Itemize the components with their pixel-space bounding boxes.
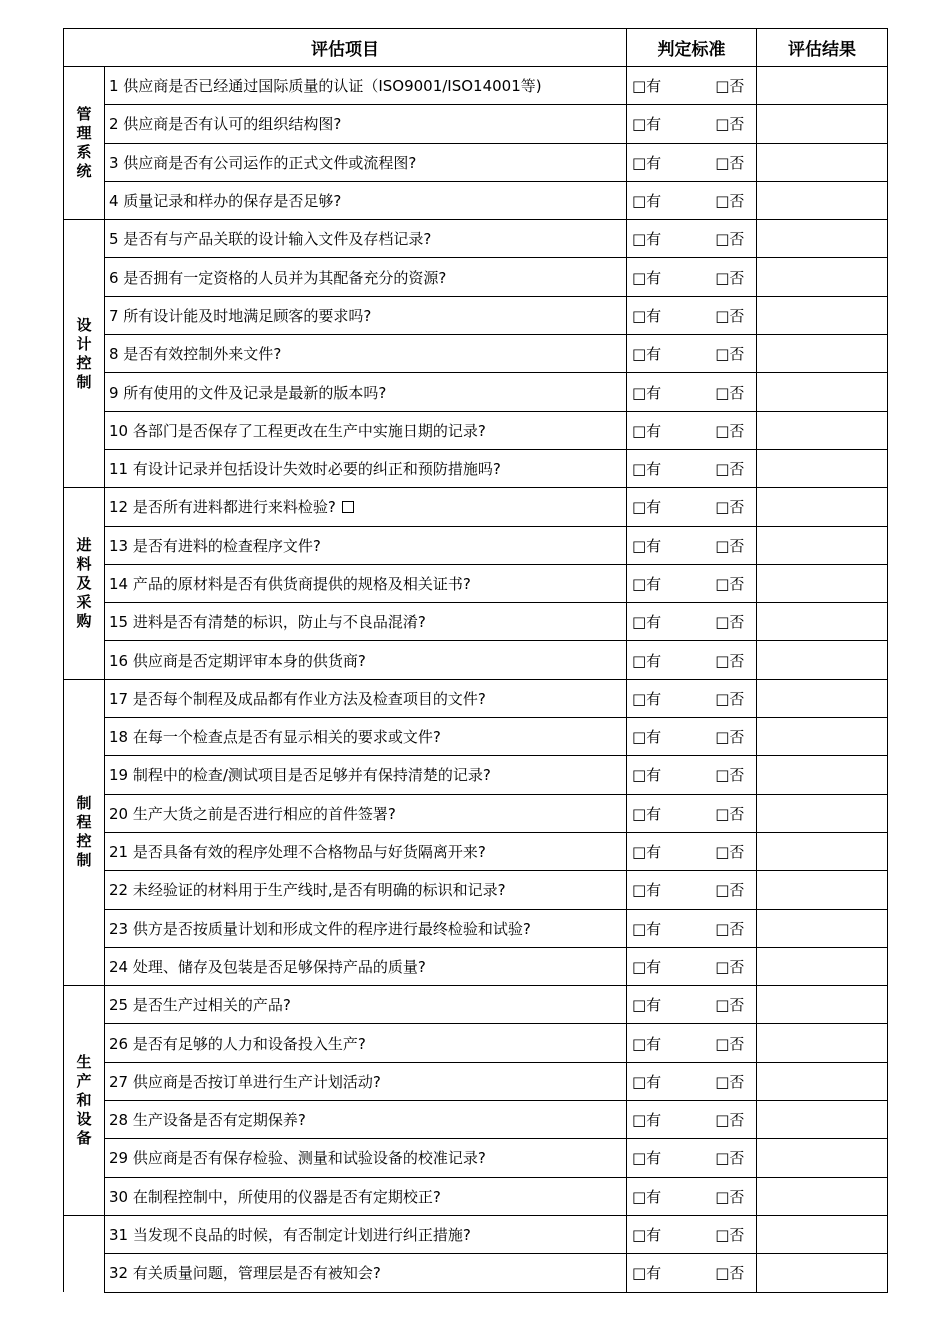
table-row	[64, 411, 888, 449]
no-checkbox[interactable]: □否	[715, 1149, 745, 1168]
yes-checkbox[interactable]: □有	[632, 115, 662, 134]
table-row	[64, 488, 888, 526]
result-cell[interactable]	[757, 756, 888, 794]
no-checkbox[interactable]: □否	[715, 115, 745, 134]
no-checkbox[interactable]: □否	[715, 306, 745, 325]
item-text: 23 供方是否按质量计划和形成文件的程序进行最终检验和试验?	[109, 919, 531, 938]
item-cell	[105, 411, 627, 449]
item-cell	[105, 220, 627, 258]
result-cell[interactable]	[757, 488, 888, 526]
result-cell[interactable]	[757, 679, 888, 717]
no-checkbox[interactable]: □否	[715, 536, 745, 555]
table-row	[64, 1139, 888, 1177]
yes-checkbox[interactable]: □有	[632, 1034, 662, 1053]
criteria-cell	[627, 105, 757, 143]
item-cell	[105, 1024, 627, 1062]
result-cell[interactable]	[757, 641, 888, 679]
no-checkbox[interactable]: □否	[715, 1226, 745, 1245]
item-text: 19 制程中的检查/测试项目是否足够并有保持清楚的记录?	[109, 766, 491, 785]
yes-checkbox[interactable]: □有	[632, 1111, 662, 1130]
criteria-cell	[627, 718, 757, 756]
item-text: 4 质量记录和样办的保存是否足够?	[109, 192, 342, 211]
criteria-cell	[627, 1101, 757, 1139]
criteria-cell	[627, 871, 757, 909]
evaluation-table	[63, 28, 888, 1293]
yes-checkbox[interactable]: □有	[632, 575, 662, 593]
table-row	[64, 258, 888, 296]
item-cell	[105, 718, 627, 756]
result-cell[interactable]	[757, 909, 888, 947]
yes-checkbox[interactable]: □有	[632, 498, 662, 517]
item-text: 6 是否拥有一定资格的人员并为其配备充分的资源?	[109, 268, 447, 287]
table-row	[64, 1254, 888, 1292]
item-text: 27 供应商是否按订单进行生产计划活动?	[109, 1072, 381, 1091]
yes-checkbox[interactable]: □有	[632, 1187, 662, 1206]
result-cell[interactable]	[757, 718, 888, 756]
table-row	[64, 603, 888, 641]
item-text: 25 是否生产过相关的产品?	[109, 996, 291, 1015]
result-cell[interactable]	[757, 1215, 888, 1253]
result-cell[interactable]	[757, 986, 888, 1024]
item-text: 18 在每一个检查点是否有显示相关的要求或文件?	[109, 728, 441, 747]
result-cell[interactable]	[757, 296, 888, 334]
no-checkbox[interactable]: □否	[715, 460, 745, 479]
yes-checkbox[interactable]: □有	[632, 766, 662, 785]
criteria-cell	[627, 258, 757, 296]
item-text: 26 是否有足够的人力和设备投入生产?	[109, 1034, 366, 1053]
yes-checkbox[interactable]: □有	[632, 881, 662, 900]
result-cell[interactable]	[757, 411, 888, 449]
item-text: 10 各部门是否保存了工程更改在生产中实施日期的记录?	[109, 421, 486, 440]
item-cell	[105, 373, 627, 411]
table-row	[64, 794, 888, 832]
yes-checkbox[interactable]: □有	[632, 536, 662, 555]
criteria-cell	[627, 603, 757, 641]
result-cell[interactable]	[757, 1254, 888, 1292]
item-text: 31 当发现不良品的时候，有否制定计划进行纠正措施?	[109, 1226, 471, 1245]
result-cell[interactable]	[757, 1139, 888, 1177]
no-checkbox[interactable]: □否	[715, 383, 745, 402]
no-checkbox[interactable]: □否	[715, 1187, 745, 1206]
table-row	[64, 1024, 888, 1062]
no-checkbox[interactable]: □否	[715, 1111, 745, 1130]
yes-checkbox[interactable]: □有	[632, 804, 662, 823]
section-label	[64, 679, 105, 985]
table-row	[64, 986, 888, 1024]
result-cell[interactable]	[757, 794, 888, 832]
item-cell	[105, 947, 627, 985]
section-label	[64, 67, 105, 220]
item-text: 2 供应商是否有认可的组织结构图?	[109, 115, 342, 134]
yes-checkbox[interactable]: □有	[632, 345, 662, 364]
section-label	[64, 220, 105, 488]
section-label-text: 设计控制	[76, 315, 92, 391]
table-row	[64, 832, 888, 870]
table-row	[64, 373, 888, 411]
table-row	[64, 1101, 888, 1139]
yes-checkbox[interactable]: □有	[632, 957, 662, 976]
item-text: 30 在制程控制中，所使用的仪器是否有定期校正?	[109, 1187, 441, 1206]
item-cell	[105, 641, 627, 679]
item-cell	[105, 756, 627, 794]
yes-checkbox[interactable]: □有	[632, 268, 662, 287]
criteria-cell	[627, 1215, 757, 1253]
item-text: 17 是否每个制程及成品都有作业方法及检查项目的文件?	[109, 689, 486, 708]
criteria-cell	[627, 220, 757, 258]
yes-checkbox[interactable]: □有	[632, 460, 662, 479]
table-row	[64, 756, 888, 794]
item-cell	[105, 564, 627, 602]
no-checkbox[interactable]: □否	[715, 268, 745, 287]
no-checkbox[interactable]: □否	[715, 651, 745, 670]
table-row	[64, 1215, 888, 1253]
header-result: 评估结果	[757, 29, 888, 67]
item-cell	[105, 679, 627, 717]
criteria-cell	[627, 794, 757, 832]
item-text: 7 所有设计能及时地满足顾客的要求吗?	[109, 306, 372, 325]
table-row	[64, 67, 888, 105]
yes-checkbox[interactable]: □有	[632, 192, 662, 211]
table-row	[64, 909, 888, 947]
table-row	[64, 449, 888, 487]
no-checkbox[interactable]: □否	[715, 77, 745, 96]
no-checkbox[interactable]: □否	[715, 728, 745, 747]
result-cell[interactable]	[757, 181, 888, 219]
no-checkbox[interactable]: □否	[715, 192, 745, 211]
table-row	[64, 181, 888, 219]
result-cell[interactable]	[757, 526, 888, 564]
item-text: 29 供应商是否有保存检验、测量和试验设备的校准记录?	[109, 1149, 486, 1168]
result-cell[interactable]	[757, 1101, 888, 1139]
section-label-text: 制程控制	[76, 794, 92, 870]
criteria-cell	[627, 373, 757, 411]
item-cell	[105, 909, 627, 947]
criteria-cell	[627, 143, 757, 181]
item-text: 3 供应商是否有公司运作的正式文件或流程图?	[109, 153, 417, 172]
criteria-cell	[627, 67, 757, 105]
item-cell	[105, 449, 627, 487]
item-text: 15 进料是否有清楚的标识，防止与不良品混淆?	[109, 613, 426, 632]
yes-checkbox[interactable]: □有	[632, 728, 662, 747]
section-label	[64, 986, 105, 1216]
criteria-cell	[627, 296, 757, 334]
criteria-cell	[627, 1139, 757, 1177]
criteria-cell	[627, 986, 757, 1024]
no-checkbox[interactable]: □否	[715, 996, 745, 1015]
yes-checkbox[interactable]: □有	[632, 689, 662, 708]
criteria-cell	[627, 679, 757, 717]
item-cell	[105, 1215, 627, 1253]
result-cell[interactable]	[757, 832, 888, 870]
table-row	[64, 679, 888, 717]
table-row	[64, 296, 888, 334]
item-text: 32 有关质量问题，管理层是否有被知会?	[109, 1264, 381, 1283]
criteria-cell	[627, 832, 757, 870]
section-label-text: 管理系统	[76, 105, 92, 181]
item-text: 9 所有使用的文件及记录是最新的版本吗?	[109, 383, 387, 402]
result-cell[interactable]	[757, 220, 888, 258]
table-row	[64, 718, 888, 756]
no-checkbox[interactable]: □否	[715, 230, 745, 249]
result-cell[interactable]	[757, 564, 888, 602]
item-cell	[105, 1062, 627, 1100]
criteria-cell	[627, 641, 757, 679]
yes-checkbox[interactable]: □有	[632, 996, 662, 1015]
result-cell[interactable]	[757, 1062, 888, 1100]
no-checkbox[interactable]: □否	[715, 919, 745, 938]
item-cell	[105, 832, 627, 870]
no-checkbox[interactable]: □否	[715, 957, 745, 976]
result-cell[interactable]	[757, 603, 888, 641]
yes-checkbox[interactable]: □有	[632, 383, 662, 402]
yes-checkbox[interactable]: □有	[632, 843, 662, 862]
table-row	[64, 143, 888, 181]
no-checkbox[interactable]: □否	[715, 498, 745, 517]
no-checkbox[interactable]: □否	[715, 881, 745, 900]
checkbox-icon[interactable]	[342, 501, 354, 513]
item-cell	[105, 871, 627, 909]
no-checkbox[interactable]: □否	[715, 1264, 745, 1283]
result-cell[interactable]	[757, 871, 888, 909]
no-checkbox[interactable]: □否	[715, 804, 745, 823]
item-cell	[105, 986, 627, 1024]
section-label-text: 生产和设备	[76, 1053, 92, 1148]
result-cell[interactable]	[757, 1177, 888, 1215]
no-checkbox[interactable]: □否	[715, 421, 745, 440]
criteria-cell	[627, 488, 757, 526]
header-item: 评估项目	[64, 29, 627, 67]
item-text: 16 供应商是否定期评审本身的供货商?	[109, 651, 366, 670]
item-cell	[105, 105, 627, 143]
no-checkbox[interactable]: □否	[715, 613, 745, 632]
section-label	[64, 1215, 105, 1292]
result-cell[interactable]	[757, 258, 888, 296]
item-text: 14 产品的原材料是否有供货商提供的规格及相关证书?	[109, 575, 471, 593]
item-text: 24 处理、储存及包装是否足够保持产品的质量?	[109, 957, 426, 976]
criteria-cell	[627, 449, 757, 487]
table-row	[64, 1177, 888, 1215]
item-text: 8 是否有效控制外来文件?	[109, 345, 282, 364]
item-cell	[105, 526, 627, 564]
item-text: 20 生产大货之前是否进行相应的首件签署?	[109, 804, 396, 823]
no-checkbox[interactable]: □否	[715, 1072, 745, 1091]
criteria-cell	[627, 909, 757, 947]
yes-checkbox[interactable]: □有	[632, 77, 662, 96]
result-cell[interactable]	[757, 947, 888, 985]
yes-checkbox[interactable]: □有	[632, 1072, 662, 1091]
result-cell[interactable]	[757, 449, 888, 487]
item-cell	[105, 1177, 627, 1215]
result-cell[interactable]	[757, 143, 888, 181]
yes-checkbox[interactable]: □有	[632, 421, 662, 440]
item-text: 11 有设计记录并包括设计失效时必要的纠正和预防措施吗?	[109, 460, 501, 479]
header-criteria: 判定标准	[627, 29, 757, 67]
criteria-cell	[627, 1062, 757, 1100]
criteria-cell	[627, 1177, 757, 1215]
item-cell	[105, 794, 627, 832]
yes-checkbox[interactable]: □有	[632, 153, 662, 172]
item-text: 12 是否所有进料都进行来料检验?	[109, 498, 336, 517]
criteria-cell	[627, 564, 757, 602]
yes-checkbox[interactable]: □有	[632, 613, 662, 632]
table-row	[64, 105, 888, 143]
yes-checkbox[interactable]: □有	[632, 651, 662, 670]
table-row	[64, 871, 888, 909]
criteria-cell	[627, 756, 757, 794]
item-text: 1 供应商是否已经通过国际质量的认证（ISO9001/ISO14001等)	[109, 77, 542, 96]
header-row	[64, 29, 888, 67]
no-checkbox[interactable]: □否	[715, 1034, 745, 1053]
yes-checkbox[interactable]: □有	[632, 1149, 662, 1168]
item-cell	[105, 181, 627, 219]
result-cell[interactable]	[757, 67, 888, 105]
yes-checkbox[interactable]: □有	[632, 306, 662, 325]
item-cell	[105, 603, 627, 641]
table-row	[64, 641, 888, 679]
criteria-cell	[627, 947, 757, 985]
item-cell	[105, 143, 627, 181]
criteria-cell	[627, 526, 757, 564]
item-text: 21 是否具备有效的程序处理不合格物品与好货隔离开来?	[109, 843, 486, 862]
table-row	[64, 526, 888, 564]
result-cell[interactable]	[757, 1024, 888, 1062]
section-label-text: 进料及采购	[76, 536, 92, 630]
yes-checkbox[interactable]: □有	[632, 230, 662, 249]
no-checkbox[interactable]: □否	[715, 153, 745, 172]
criteria-cell	[627, 1254, 757, 1292]
criteria-cell	[627, 335, 757, 373]
yes-checkbox[interactable]: □有	[632, 919, 662, 938]
item-text: 5 是否有与产品关联的设计输入文件及存档记录?	[109, 230, 432, 249]
yes-checkbox[interactable]: □有	[632, 1226, 662, 1245]
item-cell	[105, 1101, 627, 1139]
no-checkbox[interactable]: □否	[715, 575, 745, 593]
item-cell	[105, 67, 627, 105]
table-row	[64, 564, 888, 602]
no-checkbox[interactable]: □否	[715, 843, 745, 862]
table-row	[64, 947, 888, 985]
item-cell	[105, 1139, 627, 1177]
result-cell[interactable]	[757, 105, 888, 143]
item-text: 28 生产设备是否有定期保养?	[109, 1111, 306, 1130]
table-row	[64, 1062, 888, 1100]
criteria-cell	[627, 411, 757, 449]
result-cell[interactable]	[757, 335, 888, 373]
no-checkbox[interactable]: □否	[715, 689, 745, 708]
criteria-cell	[627, 181, 757, 219]
table-row	[64, 335, 888, 373]
item-text: 22 未经验证的材料用于生产线时,是否有明确的标识和记录?	[109, 881, 506, 900]
criteria-cell	[627, 1024, 757, 1062]
item-text: 13 是否有进料的检查程序文件?	[109, 536, 321, 555]
section-label	[64, 488, 105, 679]
item-cell	[105, 296, 627, 334]
result-cell[interactable]	[757, 373, 888, 411]
table-row	[64, 220, 888, 258]
item-cell	[105, 488, 627, 526]
item-cell	[105, 335, 627, 373]
item-cell	[105, 258, 627, 296]
no-checkbox[interactable]: □否	[715, 766, 745, 785]
yes-checkbox[interactable]: □有	[632, 1264, 662, 1283]
item-cell	[105, 1254, 627, 1292]
no-checkbox[interactable]: □否	[715, 345, 745, 364]
